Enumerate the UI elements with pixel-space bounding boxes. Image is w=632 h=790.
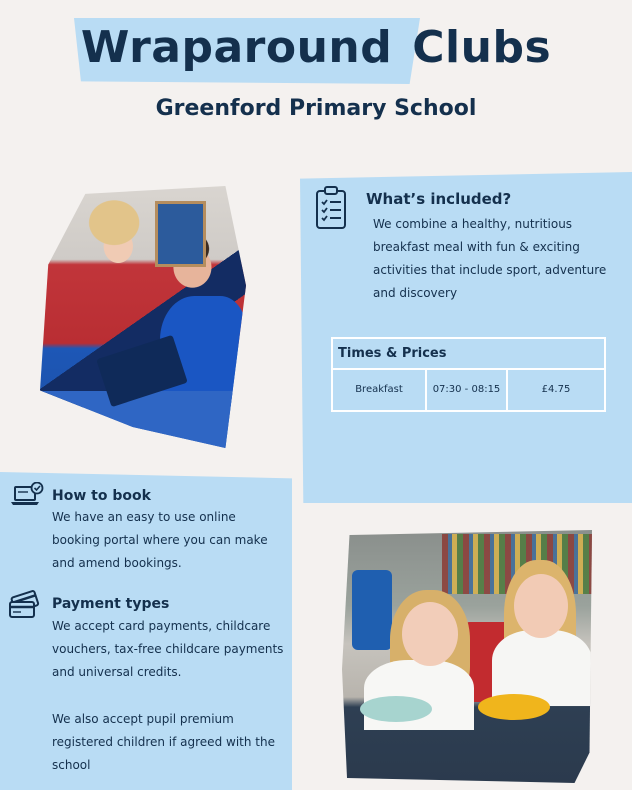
reading-photo (40, 186, 246, 448)
times-prices-table (331, 337, 606, 412)
title-word-wraparound: Wraparound (80, 22, 393, 73)
clipboard-checklist-icon (314, 186, 348, 230)
photo-noticeboard (155, 201, 206, 267)
laptop-check-icon (10, 482, 44, 508)
table-cell-session: Breakfast (333, 370, 427, 410)
how-to-book-heading: How to book (52, 488, 151, 504)
pupil-premium-text: We also accept pupil premium registered children if agreed with the school (52, 712, 275, 772)
school-name: Greenford Primary School (155, 96, 477, 121)
photo-child-left-face (402, 602, 458, 666)
table-cell-time: 07:30 - 08:15 (427, 370, 508, 410)
table-cell-price: £4.75 (541, 384, 571, 395)
photo-blue-chair (352, 570, 392, 650)
payment-types-text: We accept card payments, childcare vouchers, tax-free childcare payments and universal credits. (52, 619, 284, 679)
title-word-clubs: Clubs (412, 22, 552, 73)
photo-plate-yellow (478, 694, 550, 720)
photo-plate-teal (360, 696, 432, 722)
breakfast-photo (342, 530, 592, 783)
times-prices-heading: Times & Prices (333, 339, 604, 370)
included-heading: What’s included? (366, 190, 512, 208)
included-text: We combine a healthy, nutritious breakfast meal with fun & exciting activities that include sport, adventure and discovery (373, 217, 607, 300)
payment-types-heading: Payment types (52, 596, 170, 612)
credit-card-icon (8, 590, 42, 620)
photo-child-right-face (514, 574, 568, 638)
photo-table (40, 391, 246, 448)
page-title (0, 22, 632, 73)
how-to-book-text: We have an easy to use online booking portal where you can make and amend bookings. (52, 510, 268, 570)
